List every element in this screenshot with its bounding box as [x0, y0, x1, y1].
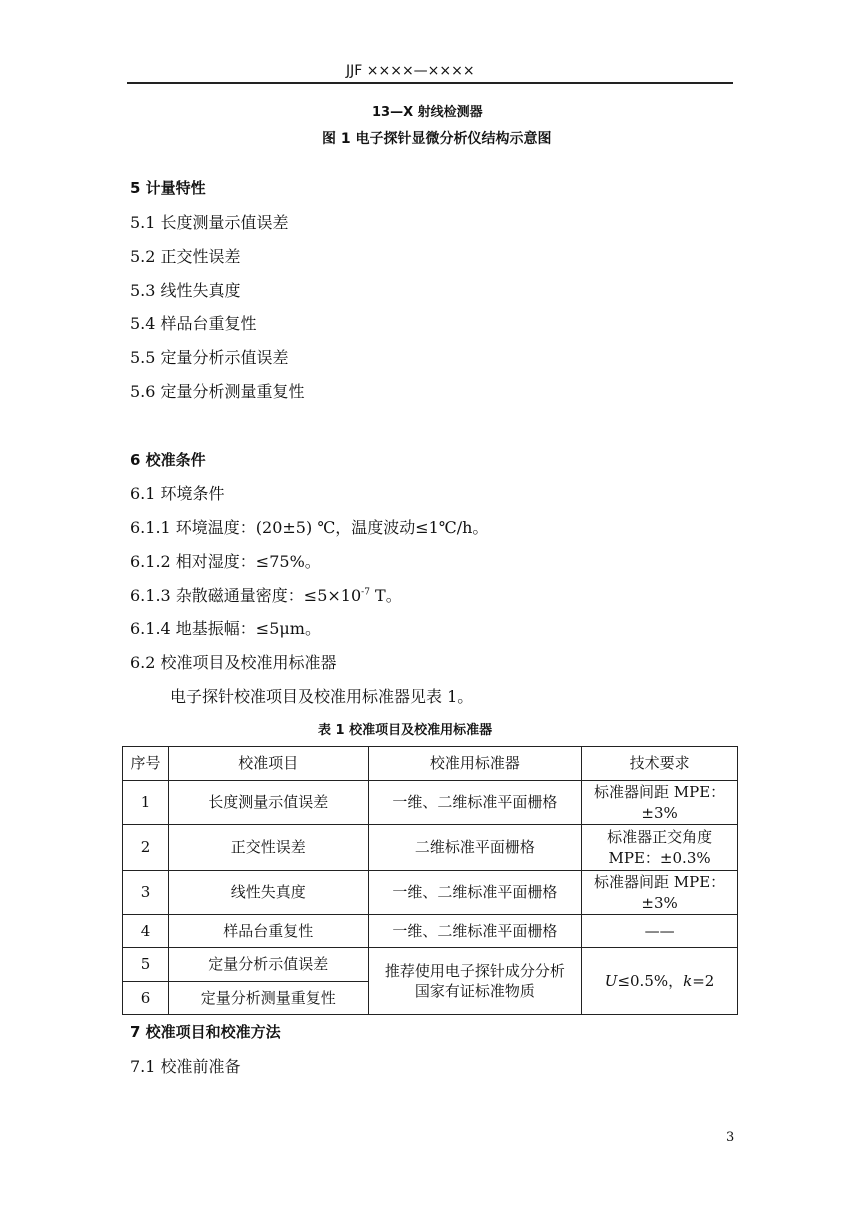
header-cell: 校准用标准器: [368, 747, 582, 781]
cell-no: 1: [123, 781, 169, 825]
cell-item: 样品台重复性: [168, 915, 368, 948]
section-item: [130, 588, 402, 604]
cell-requirement: 标准器间距 MPE：±3%: [582, 871, 738, 915]
header-cell: 校准项目: [168, 747, 368, 781]
text: ≤0.5%，: [617, 971, 684, 990]
cell-requirement: 标准器间距 MPE：±3%: [582, 781, 738, 825]
cell-item: 正交性误差: [168, 825, 368, 871]
section-item: 5.2 正交性误差: [130, 247, 241, 266]
cell-requirement: [582, 948, 738, 1015]
text: 6.1.3 杂散磁通量密度：≤5×10: [130, 586, 362, 605]
section-item: 5.5 定量分析示值误差: [130, 348, 289, 367]
section-5-title: 5 计量特性: [130, 179, 206, 197]
header-cell: 序号: [123, 747, 169, 781]
cell-requirement: ——: [582, 915, 738, 948]
table-caption: 表 1 校准项目及校准用标准器: [318, 723, 493, 738]
cell-requirement: 标准器正交角度 MPE：±0.3%: [582, 825, 738, 871]
section-item: 5.1 长度测量示值误差: [130, 213, 289, 232]
paragraph: 电子探针校准项目及校准用标准器见表 1。: [170, 687, 474, 706]
text: T。: [369, 586, 402, 605]
cell-no: 6: [123, 982, 169, 1015]
cell-standard: 一维、二维标准平面栅格: [368, 915, 582, 948]
cell-no: 4: [123, 915, 169, 948]
section-item: 6.1.2 相对湿度：≤75%。: [130, 552, 321, 571]
table-row: [123, 781, 738, 825]
cell-no: 5: [123, 948, 169, 982]
table-row: [123, 871, 738, 915]
section-item: 6.1 环境条件: [130, 484, 225, 503]
cell-item: 长度测量示值误差: [168, 781, 368, 825]
header-code: JJF ××××—××××: [346, 63, 475, 79]
header-rule: [127, 82, 733, 84]
cell-standard: 一维、二维标准平面栅格: [368, 871, 582, 915]
symbol-k: k: [683, 971, 693, 990]
cell-item: 定量分析示值误差: [168, 948, 368, 982]
section-item: 6.1.1 环境温度：(20±5) ℃，温度波动≤1℃/h。: [130, 518, 489, 537]
section-item: 5.3 线性失真度: [130, 281, 241, 300]
table-row: [123, 915, 738, 948]
section-item: 6.1.4 地基振幅：≤5μm。: [130, 619, 321, 638]
table-header-row: [123, 747, 738, 781]
section-item: 7.1 校准前准备: [130, 1057, 241, 1076]
section-item: 5.6 定量分析测量重复性: [130, 382, 305, 401]
cell-no: 3: [123, 871, 169, 915]
header-cell: 技术要求: [582, 747, 738, 781]
cell-no: 2: [123, 825, 169, 871]
calibration-table: [122, 746, 738, 1015]
cell-standard: 推荐使用电子探针成分分析国家有证标准物质: [368, 948, 582, 1015]
cell-item: 线性失真度: [168, 871, 368, 915]
cell-standard: 一维、二维标准平面栅格: [368, 781, 582, 825]
section-item: 5.4 样品台重复性: [130, 314, 257, 333]
symbol-u: U: [604, 971, 618, 990]
page-number: 3: [726, 1130, 735, 1145]
text: =2: [692, 971, 715, 990]
cell-item: 定量分析测量重复性: [168, 982, 368, 1015]
section-7-title: 7 校准项目和校准方法: [130, 1023, 281, 1041]
section-item: 6.2 校准项目及校准用标准器: [130, 653, 337, 672]
table-row: [123, 948, 738, 982]
exponent: -7: [361, 587, 370, 598]
figure-caption: 图 1 电子探针显微分析仪结构示意图: [322, 131, 552, 147]
figure-label: 13—X 射线检测器: [372, 105, 483, 120]
cell-standard: 二维标准平面栅格: [368, 825, 582, 871]
section-6-title: 6 校准条件: [130, 451, 206, 469]
table-row: [123, 825, 738, 871]
